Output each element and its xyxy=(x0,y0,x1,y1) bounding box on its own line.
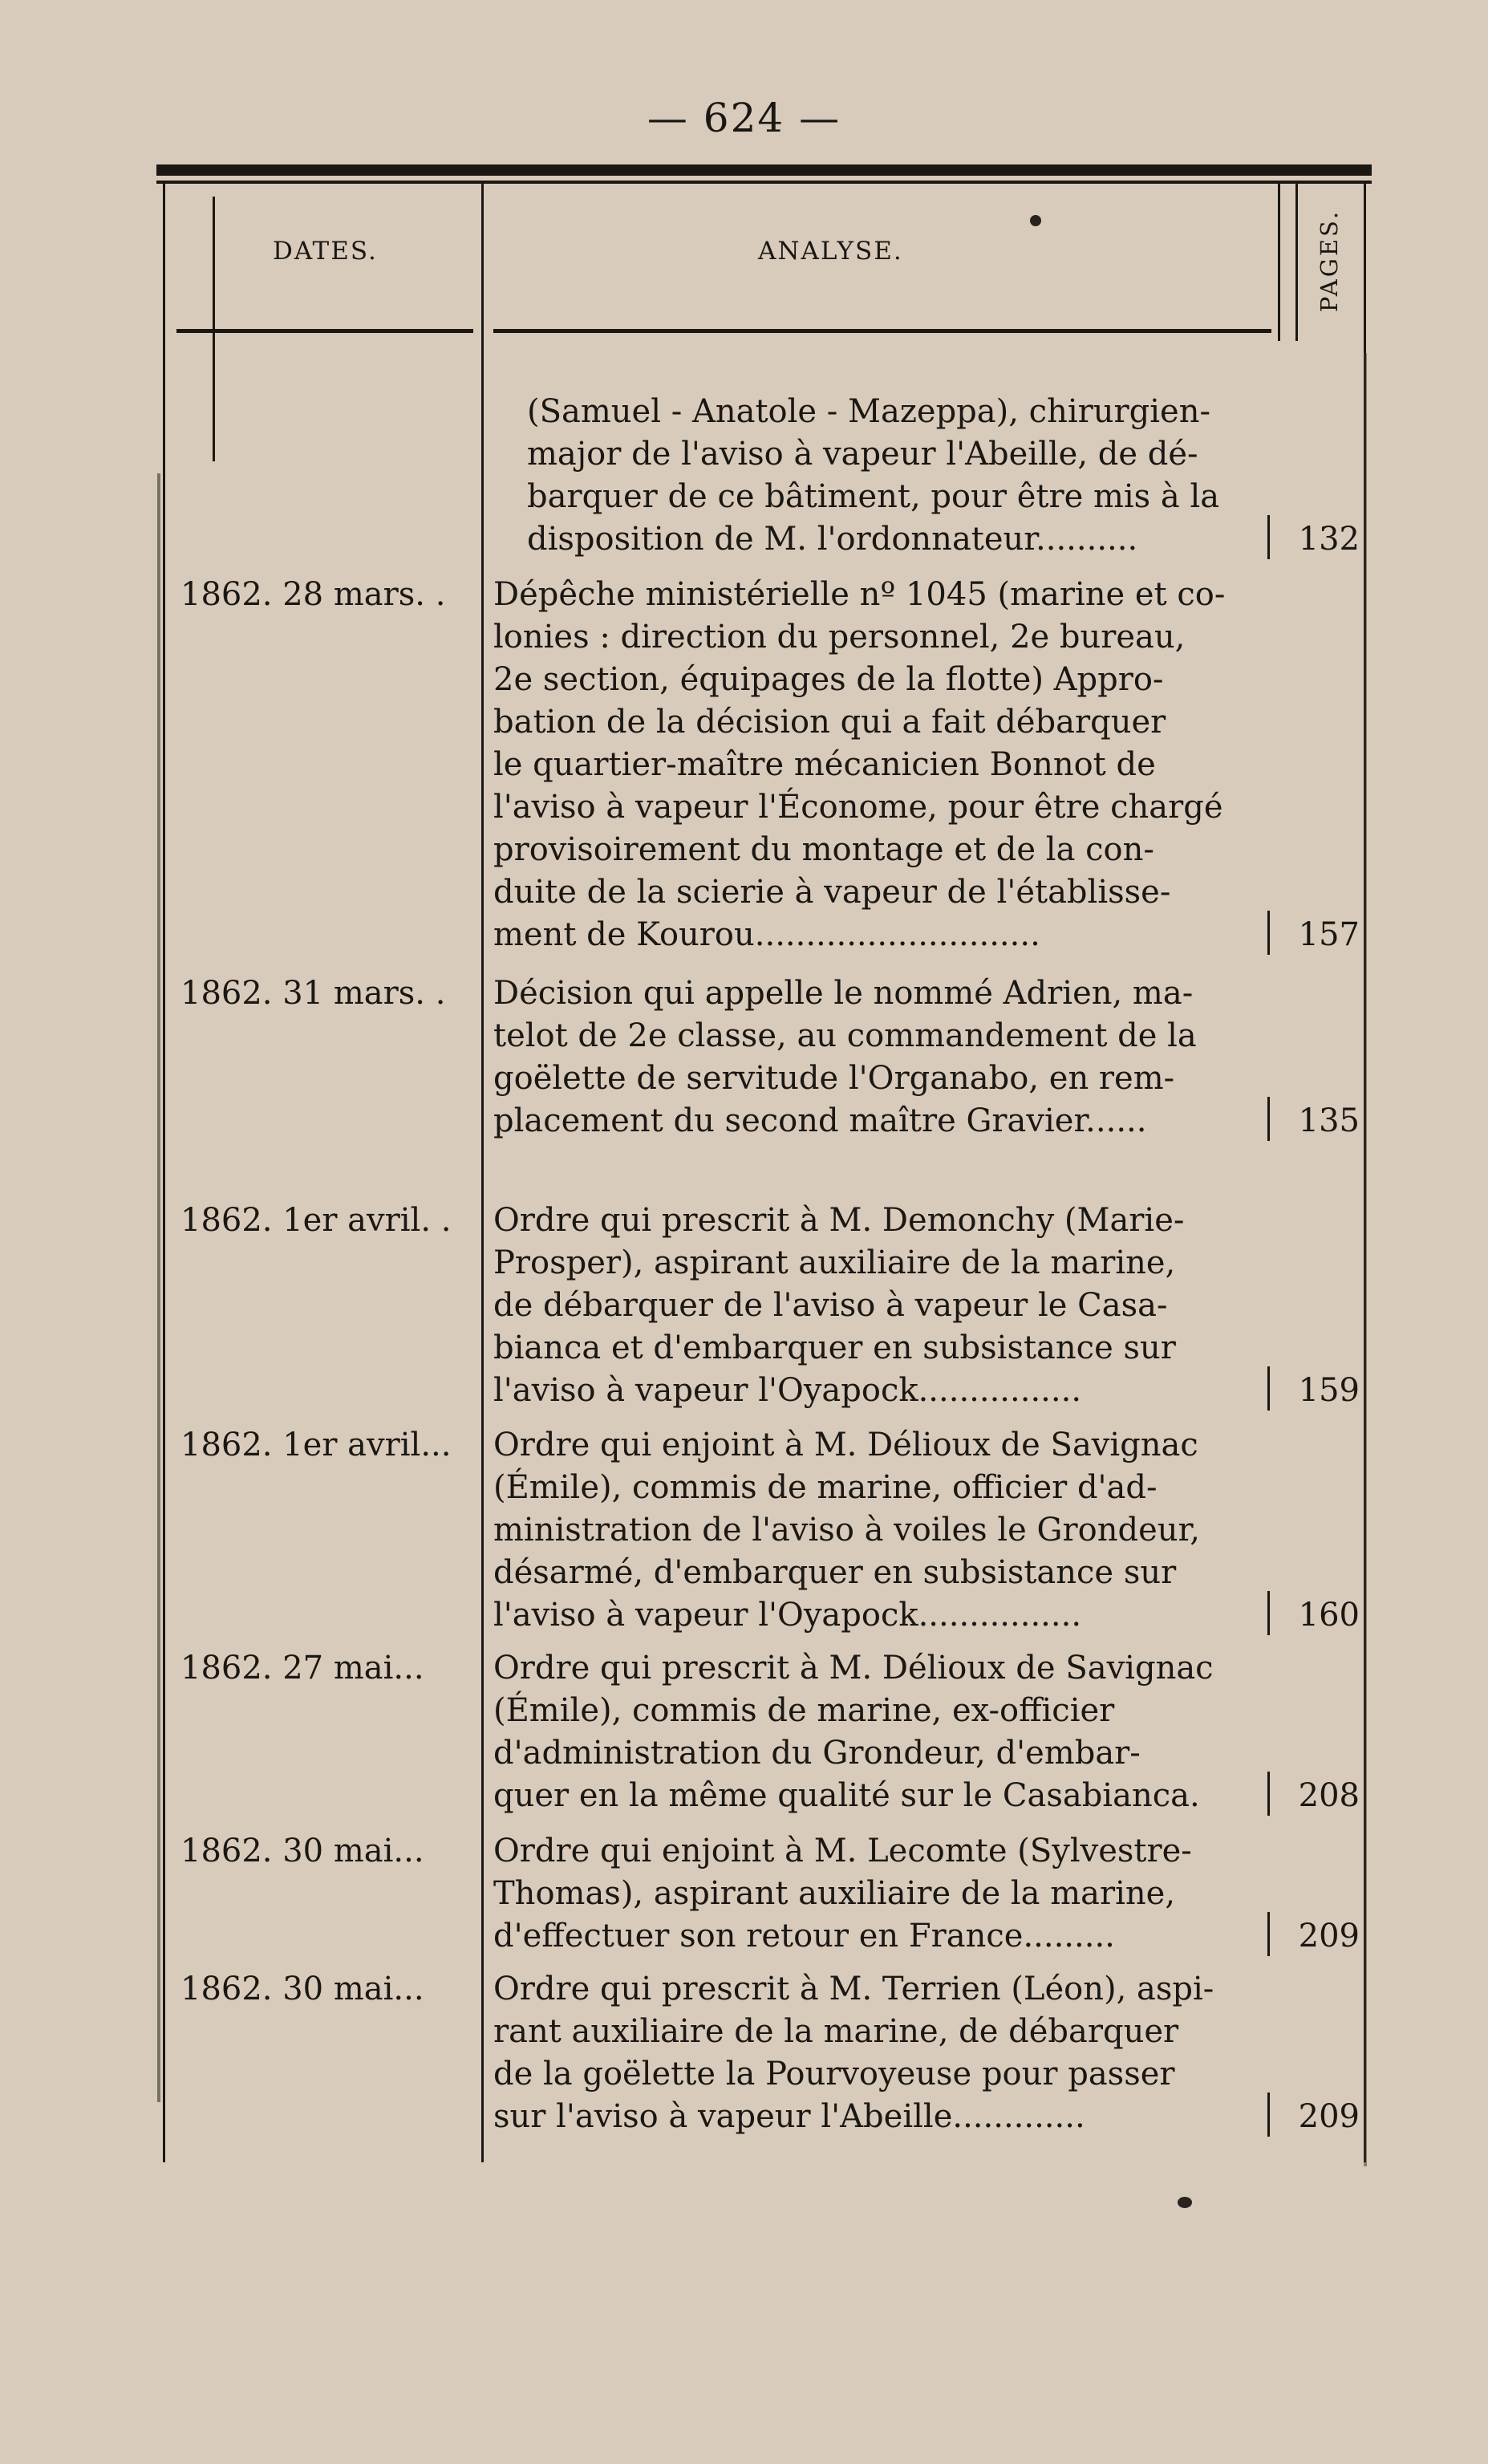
page-separator xyxy=(1267,515,1270,559)
entry-page: 157 xyxy=(1298,916,1360,953)
entry-analysis: Ordre qui prescrit à M. Délioux de Savignac (Émile), commis de marine, ex-officier d'administration du Grondeur, d'embar- quer en la même qualité sur le Casabianca. xyxy=(493,1650,1214,1814)
entry-page: 135 xyxy=(1298,1102,1360,1139)
page-number: — 624 — xyxy=(647,95,841,141)
entry-analysis: Ordre qui prescrit à M. Terrien (Léon), aspi- rant auxiliaire de la marine, de débarquer de la goëlette la Pourvoyeuse pour passer sur l'aviso à vapeur l'Abeille............. xyxy=(493,1971,1214,2135)
top-rule-thick xyxy=(156,164,1372,176)
entry-analysis: Ordre qui enjoint à M. Délioux de Savignac (Émile), commis de marine, officier d'ad- ministration de l'aviso à voiles le Grondeur, désarmé, d'embarquer en subsistance sur l'aviso à vapeur l'Oyapock................ xyxy=(493,1427,1200,1634)
entry-date: 1862. 30 mai... xyxy=(180,1833,424,1869)
entry-date: 1862. 31 mars. . xyxy=(180,975,446,1012)
pages-header-label: PAGES. xyxy=(1316,209,1344,313)
dates-analyse-divider xyxy=(481,181,484,2162)
entry-analysis: Ordre qui enjoint à M. Lecomte (Sylvestre- Thomas), aspirant auxiliaire de la marine, d'effectuer son retour en France......... xyxy=(493,1833,1192,1955)
entry-date: 1862. 30 mai... xyxy=(180,1971,424,2007)
entry-date: 1862. 27 mai... xyxy=(180,1650,424,1687)
entry-page: 160 xyxy=(1298,1597,1360,1634)
analyse-pages-divider xyxy=(1278,181,1280,341)
entry-analysis: Dépêche ministérielle nº 1045 (marine et co- lonies : direction du personnel, 2e bureau, 2e section, équipages de la flotte) Appro- bation de la décision qui a fait débarquer le quartier-maître mécanicien Bonnot de l'aviso à vapeur l'Économe, pour être chargé provisoirement du montage et de la con- duite de la scierie à vapeur de l'établisse- ment de Kourou............................ xyxy=(493,576,1226,953)
page-separator xyxy=(1267,1591,1270,1635)
page-separator xyxy=(1267,911,1270,955)
page-separator xyxy=(1267,1912,1270,1956)
entry-date: 1862. 1er avril... xyxy=(180,1427,452,1463)
entry-page: 209 xyxy=(1298,1918,1360,1955)
dates-header-rule xyxy=(176,329,473,333)
entry-analysis: Ordre qui prescrit à M. Demonchy (Marie- Prosper), aspirant auxiliaire de la marine, de débarquer de l'aviso à vapeur le Casa- bianca et d'embarquer en subsistance sur l'aviso à vapeur l'Oyapock................ xyxy=(493,1202,1185,1409)
entry-date: 1862. 1er avril. . xyxy=(180,1202,452,1239)
page-separator xyxy=(1267,1366,1270,1411)
ink-speck xyxy=(1178,2197,1192,2208)
analyse-header: ANALYSE. xyxy=(758,237,903,266)
pages-header xyxy=(1299,189,1360,333)
entry-analysis: (Samuel - Anatole - Mazeppa), chirurgien- major de l'aviso à vapeur l'Abeille, de dé- barquer de ce bâtiment, pour être mis à la disposition de M. l'ordonnateur.......... xyxy=(527,393,1220,558)
pages-left-line xyxy=(1295,181,1298,341)
register-table xyxy=(156,164,1372,2162)
page-separator xyxy=(1267,1772,1270,1816)
entry-analysis: Décision qui appelle le nommé Adrien, ma- telot de 2e classe, au commandement de la goëlette de servitude l'Organabo, en rem- placement du second maître Gravier...... xyxy=(493,975,1197,1139)
entry-page: 159 xyxy=(1298,1372,1360,1409)
right-margin-mark xyxy=(1364,353,1367,2166)
dates-header: DATES. xyxy=(273,237,378,266)
entry-page: 209 xyxy=(1298,2098,1360,2135)
entry-date: 1862. 28 mars. . xyxy=(180,576,446,613)
page-separator xyxy=(1267,1097,1270,1141)
left-margin-mark xyxy=(157,473,160,2102)
analyse-header-rule xyxy=(493,329,1271,333)
left-border xyxy=(163,181,165,2162)
top-rule-thin xyxy=(156,181,1372,184)
entry-page: 208 xyxy=(1298,1777,1360,1814)
entry-page: 132 xyxy=(1298,521,1360,558)
ink-speck xyxy=(1030,215,1041,226)
page-separator xyxy=(1267,2093,1270,2137)
